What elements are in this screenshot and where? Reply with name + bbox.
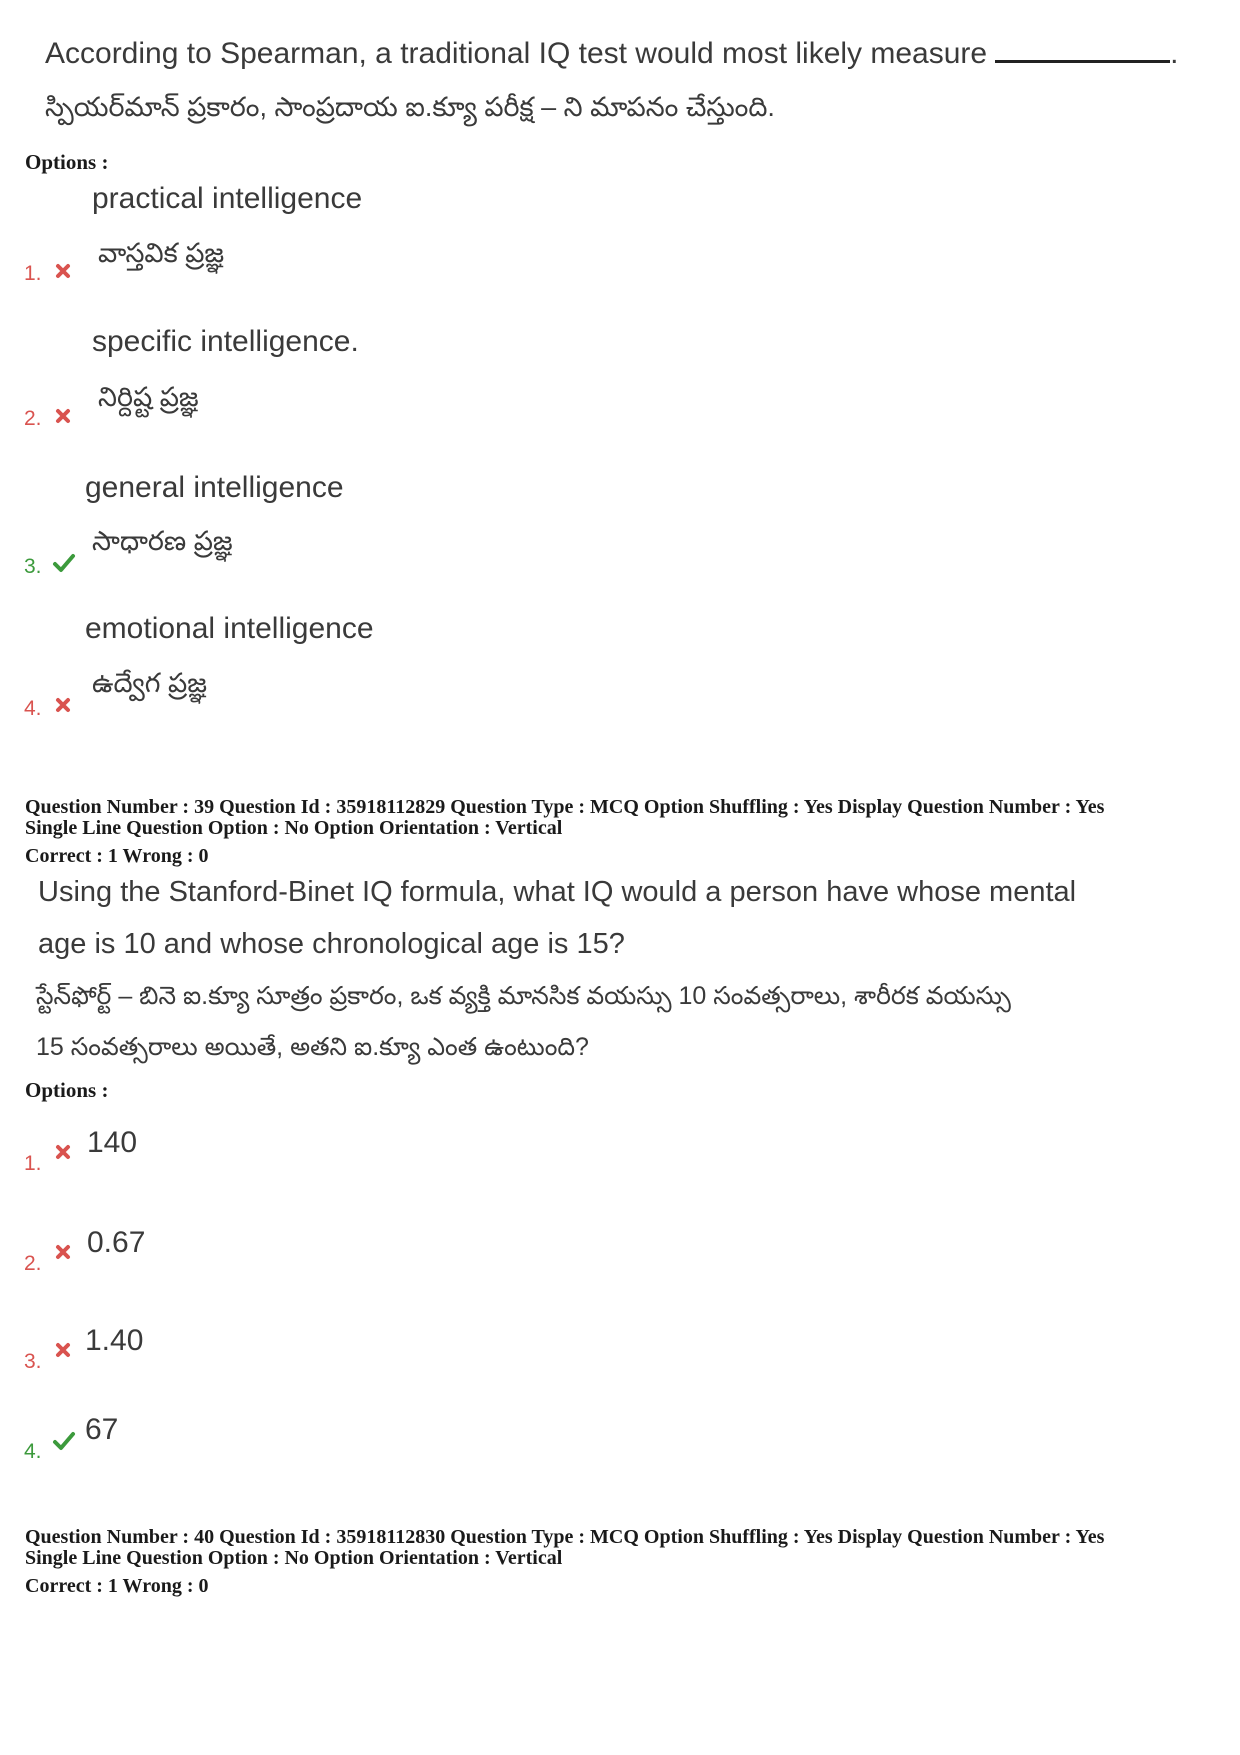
question-38-text-en-value: According to Spearman, a traditional IQ test would most likely measure	[45, 37, 988, 70]
q38-option-4-en: emotional intelligence	[85, 612, 374, 645]
question-40-meta-line-2: Single Line Question Option : No Option Orientation : Vertical	[25, 1547, 563, 1569]
q39-option-3-number: 3.	[24, 1350, 42, 1373]
options-label-39: Options :	[25, 1078, 109, 1102]
q38-option-4-number: 4.	[24, 697, 42, 720]
options-label-38: Options :	[25, 150, 109, 174]
cross-icon	[54, 1341, 72, 1359]
q38-option-3-te: సాధారణ ప్రజ్ఞ	[92, 526, 233, 556]
q39-option-2-value: 0.67	[87, 1226, 146, 1259]
cross-icon	[54, 696, 72, 714]
q39-option-4-value: 67	[85, 1413, 119, 1446]
q38-option-2-en: specific intelligence.	[92, 325, 359, 358]
question-39-text-en-line-1: Using the Stanford-Binet IQ formula, what IQ would a person have whose mental	[38, 876, 1077, 908]
question-39-text-en-line-2: age is 10 and whose chronological age is 15?	[38, 928, 625, 960]
q38-option-1-te: వాస్తవిక ప్రజ్ఞ	[98, 238, 225, 268]
checkmark-icon	[52, 552, 76, 574]
q39-option-2-number: 2.	[24, 1252, 42, 1275]
question-38-text-te: స్పియర్‌మాన్ ప్రకారం, సాంప్రదాయ ఐ.క్యూ పరీక్ష – ని మాపనం చేస్తుంది.	[45, 92, 775, 122]
cross-icon	[54, 262, 72, 280]
question-38-text-en	[45, 34, 1178, 71]
question-39-text-te-line-2: 15 సంవత్సరాలు అయితే, అతని ఐ.క్యూ ఎంత ఉంటుంది?	[36, 1033, 589, 1061]
question-39-meta-line-3: Correct : 1 Wrong : 0	[25, 845, 209, 867]
q38-option-2-te: నిర్దిష్ట ప్రజ్ఞ	[98, 382, 199, 412]
checkmark-icon	[52, 1430, 76, 1452]
q39-option-4-number: 4.	[24, 1440, 42, 1463]
answer-blank	[995, 34, 1170, 63]
question-39-text-te-line-1: స్టేన్‌ఫోర్ట్ – బినె ఐ.క్యూ సూత్రం ప్రకారం, ఒక వ్యక్తి మానసిక వయస్సు 10 సంవత్సరాలు, శారీరక వయస్సు	[36, 982, 1011, 1010]
question-40-meta-line-1: Question Number : 40 Question Id : 35918112830 Question Type : MCQ Option Shuffling : Yes Display Question Number : Yes	[25, 1526, 1105, 1548]
question-39-meta-line-1: Question Number : 39 Question Id : 35918112829 Question Type : MCQ Option Shuffling : Yes Display Question Number : Yes	[25, 796, 1105, 818]
q39-option-1-value: 140	[87, 1126, 138, 1159]
question-39-meta-line-2: Single Line Question Option : No Option Orientation : Vertical	[25, 817, 563, 839]
q38-option-3-en: general intelligence	[85, 471, 344, 504]
q38-option-4-te: ఉద్వేగ ప్రజ్ఞ	[92, 668, 207, 698]
q38-option-1-en: practical intelligence	[92, 182, 363, 215]
q38-option-3-number: 3.	[24, 555, 42, 578]
cross-icon	[54, 1143, 72, 1161]
cross-icon	[54, 407, 72, 425]
q38-option-2-number: 2.	[24, 407, 42, 430]
cross-icon	[54, 1243, 72, 1261]
question-38-text-end: .	[1170, 37, 1179, 70]
q38-option-1-number: 1.	[24, 262, 42, 285]
q39-option-3-value: 1.40	[85, 1324, 144, 1357]
question-40-meta-line-3: Correct : 1 Wrong : 0	[25, 1575, 209, 1597]
q39-option-1-number: 1.	[24, 1152, 42, 1175]
